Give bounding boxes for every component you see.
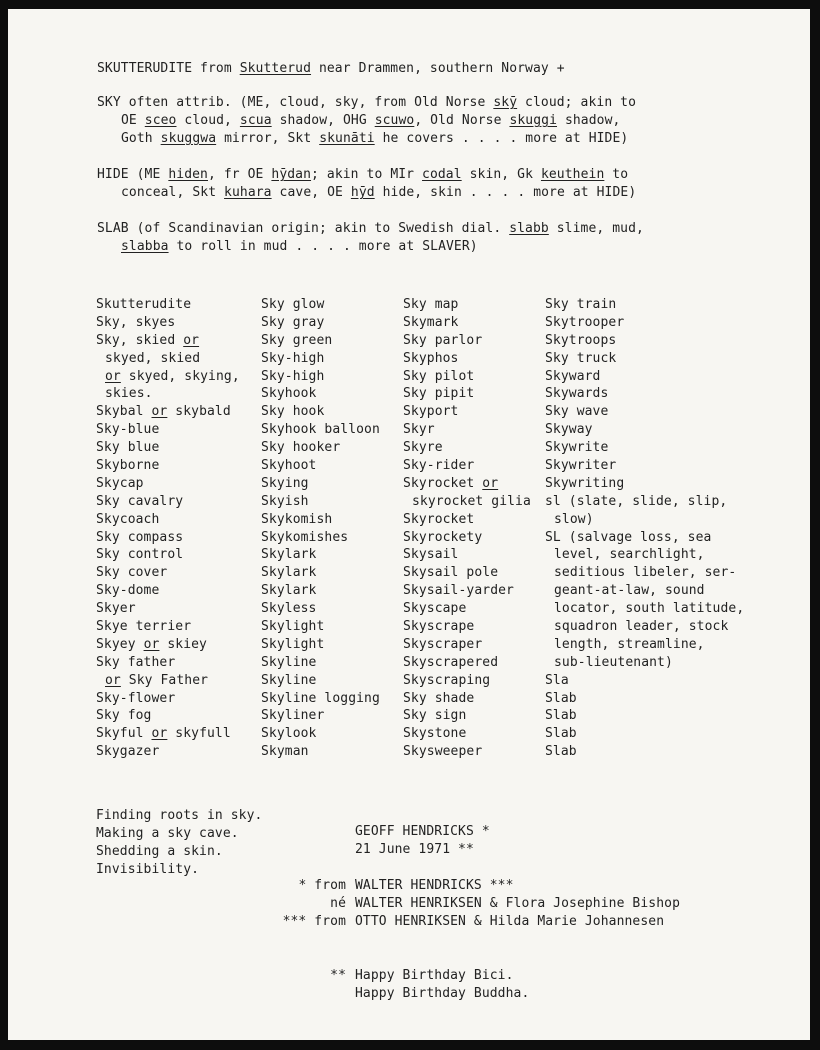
word-entry: Skysail-yarder xyxy=(403,583,514,599)
word-entry: Skyhook xyxy=(261,386,317,402)
word-entry: Sky, skied or xyxy=(96,332,200,348)
word-entry: Sky, skyes xyxy=(96,314,176,330)
word-entry: Skyhoot xyxy=(261,458,317,474)
word-entry: Skyphos xyxy=(403,350,459,366)
word-entry: Sky control xyxy=(96,547,184,563)
author-date: 21 June 1971 ** xyxy=(355,842,474,857)
lineage-mark: * from xyxy=(298,878,346,893)
word-entry: Sky cavalry xyxy=(96,493,184,509)
word-entry: Sky compass xyxy=(96,529,184,545)
word-entry: Skyline xyxy=(261,654,317,670)
word-entry: Skyscraping xyxy=(403,672,491,688)
word-entry: Skye terrier xyxy=(96,619,192,635)
word-entry: Skyline logging xyxy=(261,690,380,706)
word-entry: skies. xyxy=(105,386,153,402)
word-entry: locator, south latitude, xyxy=(554,601,745,617)
word-entry: Skyman xyxy=(261,744,309,760)
word-entry: Skyscrape xyxy=(403,619,475,635)
word-column-1 xyxy=(96,296,240,761)
word-entry: Skystone xyxy=(403,726,467,742)
word-entry: Sky pipit xyxy=(403,386,475,402)
word-entry: Skyward xyxy=(545,368,601,384)
lineage-text: WALTER HENRIKSEN & Flora Josephine Bishop xyxy=(355,896,680,911)
typewritten-page: SKUTTERUDITE from Skutterud near Drammen, southern Norway + SKY often attrib. (ME, cloud, sky, from Old Norse skȳ cloud; akin to OE sceo cloud, scua shadow, OHG scuwo, Old Norse skuggi shadow, Goth skuggwa mirror, Skt skunāti he covers . . . . more at HIDE) HIDE (ME hiden, fr OE hȳdan; akin to MIr codal skin, Gk keuthein to conceal, Skt kuhara cave, OE hȳd hide, skin . . . . more at HIDE) SLAB (of Scandinavian origin; akin to Swedish dial. slabb slime, mud, slabba to roll in mud . . . . more at SLAVER) Skutterudite Sky, skyes Sky, skied or skyed, skied or skyed, skying, skies. Skybal or skybald Sky-blue Sky blue Skyborne Skycap Sky cavalry Skycoach Sky compass Sky control Sky cover Sky-dome Skyer Skye terrier Skyey or skiey Sky father or Sky Father Sky-flower Sky fog Skyful or skyfull Skygazer Sky glow Sky gray Sky green Sky-high Sky-high Skyhook Sky hook Skyhook balloon Sky hooker Skyhoot Skying Skyish Skykomish Skykomishes Skylark Skylark Skylark Skyless Skylight Skylight Skyline Skyline Skyline logging Skyliner Skylook Skyman Sky map Skymark Sky parlor Skyphos Sky pilot Sky pipit Skyport Skyr Skyre Sky-rider Skyrocket or skyrocket gilia Skyrocket Skyrockety Skysail Skysail pole Skysail-yarder Skyscape Skyscrape Skyscraper Skyscrapered Skyscraping Sky shade Sky sign Skystone Skysweeper Sky train Skytrooper Skytroops Sky truck Skyward Skywards Sky wave Skyway Skywrite Skywriter Skywriting sl (slate, slide, slip, slow) SL (salvage loss, sea level, searchlight, seditious libeler, ser- geant-at-law, sound locator, south latitude, squadron leader, stock length, streamline, sub-lieutenant) Sla Slab Slab Slab Slab Finding roots in sky. Making a sky cave. Shedding a skin. Invisibility. GEOFF HENDRICKS * 21 June 1971 ** * from WALTER HENDRICKS *** né WALTER HENRIKSEN & Flora Josephine Bishop *** from OTTO HENRIKSEN & Hilda Marie Johannesen ** Happy Birthday Bici. Happy Birthday Buddha. xyxy=(8,9,810,1040)
word-entry: Skyish xyxy=(261,493,309,509)
word-entry: Slab xyxy=(545,708,577,724)
word-entry: Sky fog xyxy=(96,708,152,724)
poem-line: Shedding a skin. xyxy=(96,844,223,859)
word-entry: Skyline xyxy=(261,672,317,688)
word-entry: Sky map xyxy=(403,297,459,312)
poem xyxy=(96,807,262,879)
poem-line: Invisibility. xyxy=(96,862,200,877)
word-entry: Skylark xyxy=(261,547,317,563)
word-entry: Skyful or skyfull xyxy=(96,726,231,742)
word-entry: Sky hooker xyxy=(261,440,341,456)
word-entry: Sky father xyxy=(96,654,176,670)
word-entry: Sky-high xyxy=(261,350,325,366)
word-entry: skyed, skied xyxy=(105,350,201,366)
word-entry: Skyrocket or xyxy=(403,475,499,491)
word-entry: Skyscrapered xyxy=(403,654,499,670)
word-entry: Skybal or skybald xyxy=(96,404,231,420)
word-entry: Skylark xyxy=(261,565,317,581)
birthday-mark: ** xyxy=(330,968,346,983)
word-entry: Sky parlor xyxy=(403,332,483,348)
word-entry: Skyer xyxy=(96,601,136,617)
word-entry: Sky-blue xyxy=(96,422,160,438)
poem-line: Finding roots in sky. xyxy=(96,808,263,823)
word-entry: Skutterudite xyxy=(96,297,192,312)
word-entry: Sky-dome xyxy=(96,583,160,599)
word-entry: Slab xyxy=(545,744,577,760)
word-entry: Skyhook balloon xyxy=(261,422,380,438)
word-entry: Skykomish xyxy=(261,511,333,527)
poem-line: Making a sky cave. xyxy=(96,826,239,841)
word-entry: Sky train xyxy=(545,297,617,312)
word-entry: Sky-rider xyxy=(403,458,475,474)
lineage-mark: né xyxy=(330,896,346,911)
word-entry: Sky pilot xyxy=(403,368,475,384)
word-entry: Skywards xyxy=(545,386,609,402)
word-entry: Skyscraper xyxy=(403,636,483,652)
word-entry: Skyway xyxy=(545,422,593,438)
word-entry: Skywriter xyxy=(545,458,617,474)
word-entry: sl (slate, slide, slip, xyxy=(545,493,728,509)
word-entry: Skylight xyxy=(261,619,325,635)
word-entry: Skykomishes xyxy=(261,529,349,545)
word-entry: Sky-flower xyxy=(96,690,176,706)
word-entry: Skytrooper xyxy=(545,314,625,330)
word-entry: Skylook xyxy=(261,726,317,742)
word-entry: Skygazer xyxy=(96,744,160,760)
word-entry: Skylight xyxy=(261,636,325,652)
word-entry: Skyport xyxy=(403,404,459,420)
word-entry: Sla xyxy=(545,672,569,688)
word-entry: slow) xyxy=(554,511,594,527)
word-entry: squadron leader, stock xyxy=(554,619,729,635)
word-entry: Slab xyxy=(545,726,577,742)
word-entry: Skysail pole xyxy=(403,565,499,581)
word-column-4 xyxy=(545,296,744,761)
word-entry: Skysail xyxy=(403,547,459,563)
lineage-text: OTTO HENRIKSEN & Hilda Marie Johannesen xyxy=(355,914,665,929)
word-entry: Sky hook xyxy=(261,404,325,420)
word-entry: Skywriting xyxy=(545,475,625,491)
word-entry: Skyr xyxy=(403,422,435,438)
word-entry: Sky blue xyxy=(96,440,160,456)
word-entry: Skyre xyxy=(403,440,443,456)
word-entry: Sky sign xyxy=(403,708,467,724)
word-entry: Skyliner xyxy=(261,708,325,724)
word-entry: SL (salvage loss, sea xyxy=(545,529,712,545)
word-entry: Skymark xyxy=(403,314,459,330)
word-entry: Skytroops xyxy=(545,332,617,348)
word-entry: Slab xyxy=(545,690,577,706)
word-entry: sub-lieutenant) xyxy=(554,654,673,670)
word-entry: Skyrocket xyxy=(403,511,475,527)
word-column-2 xyxy=(261,296,380,761)
word-entry: length, streamline, xyxy=(554,636,705,652)
word-entry: Skycap xyxy=(96,475,144,491)
skutterudite-entry: SKUTTERUDITE from Skutterud near Drammen, southern Norway + xyxy=(97,61,565,76)
word-column-3 xyxy=(403,296,531,761)
word-entry: Sky gray xyxy=(261,314,325,330)
birthday-line: Happy Birthday Buddha. xyxy=(355,986,530,1001)
word-entry: Sky-high xyxy=(261,368,325,384)
word-entry: Skycoach xyxy=(96,511,160,527)
word-entry: Sky green xyxy=(261,332,333,348)
lineage-mark: *** from xyxy=(282,914,346,929)
word-entry: Skyrockety xyxy=(403,529,483,545)
word-entry: Skylark xyxy=(261,583,317,599)
author-name: GEOFF HENDRICKS * xyxy=(355,824,490,839)
lineage-text: WALTER HENDRICKS *** xyxy=(355,878,514,893)
word-entry: Skysweeper xyxy=(403,744,483,760)
word-entry: geant-at-law, sound xyxy=(554,583,705,599)
word-entry: Sky glow xyxy=(261,297,325,312)
word-entry: seditious libeler, ser- xyxy=(554,565,737,581)
word-entry: Sky wave xyxy=(545,404,609,420)
word-entry: Skyless xyxy=(261,601,317,617)
word-entry: Skyey or skiey xyxy=(96,636,207,652)
word-entry: Skyscape xyxy=(403,601,467,617)
word-entry: level, searchlight, xyxy=(554,547,705,563)
word-entry: or Sky Father xyxy=(105,672,209,688)
word-entry: or skyed, skying, xyxy=(105,368,240,384)
word-entry: Skying xyxy=(261,475,309,491)
word-entry: Sky cover xyxy=(96,565,168,581)
word-entry: Skywrite xyxy=(545,440,609,456)
word-entry: Sky truck xyxy=(545,350,617,366)
author-block xyxy=(355,823,490,859)
word-entry: skyrocket gilia xyxy=(412,493,531,509)
birthday-line: Happy Birthday Bici. xyxy=(355,968,514,983)
word-entry: Sky shade xyxy=(403,690,475,706)
word-entry: Skyborne xyxy=(96,458,160,474)
